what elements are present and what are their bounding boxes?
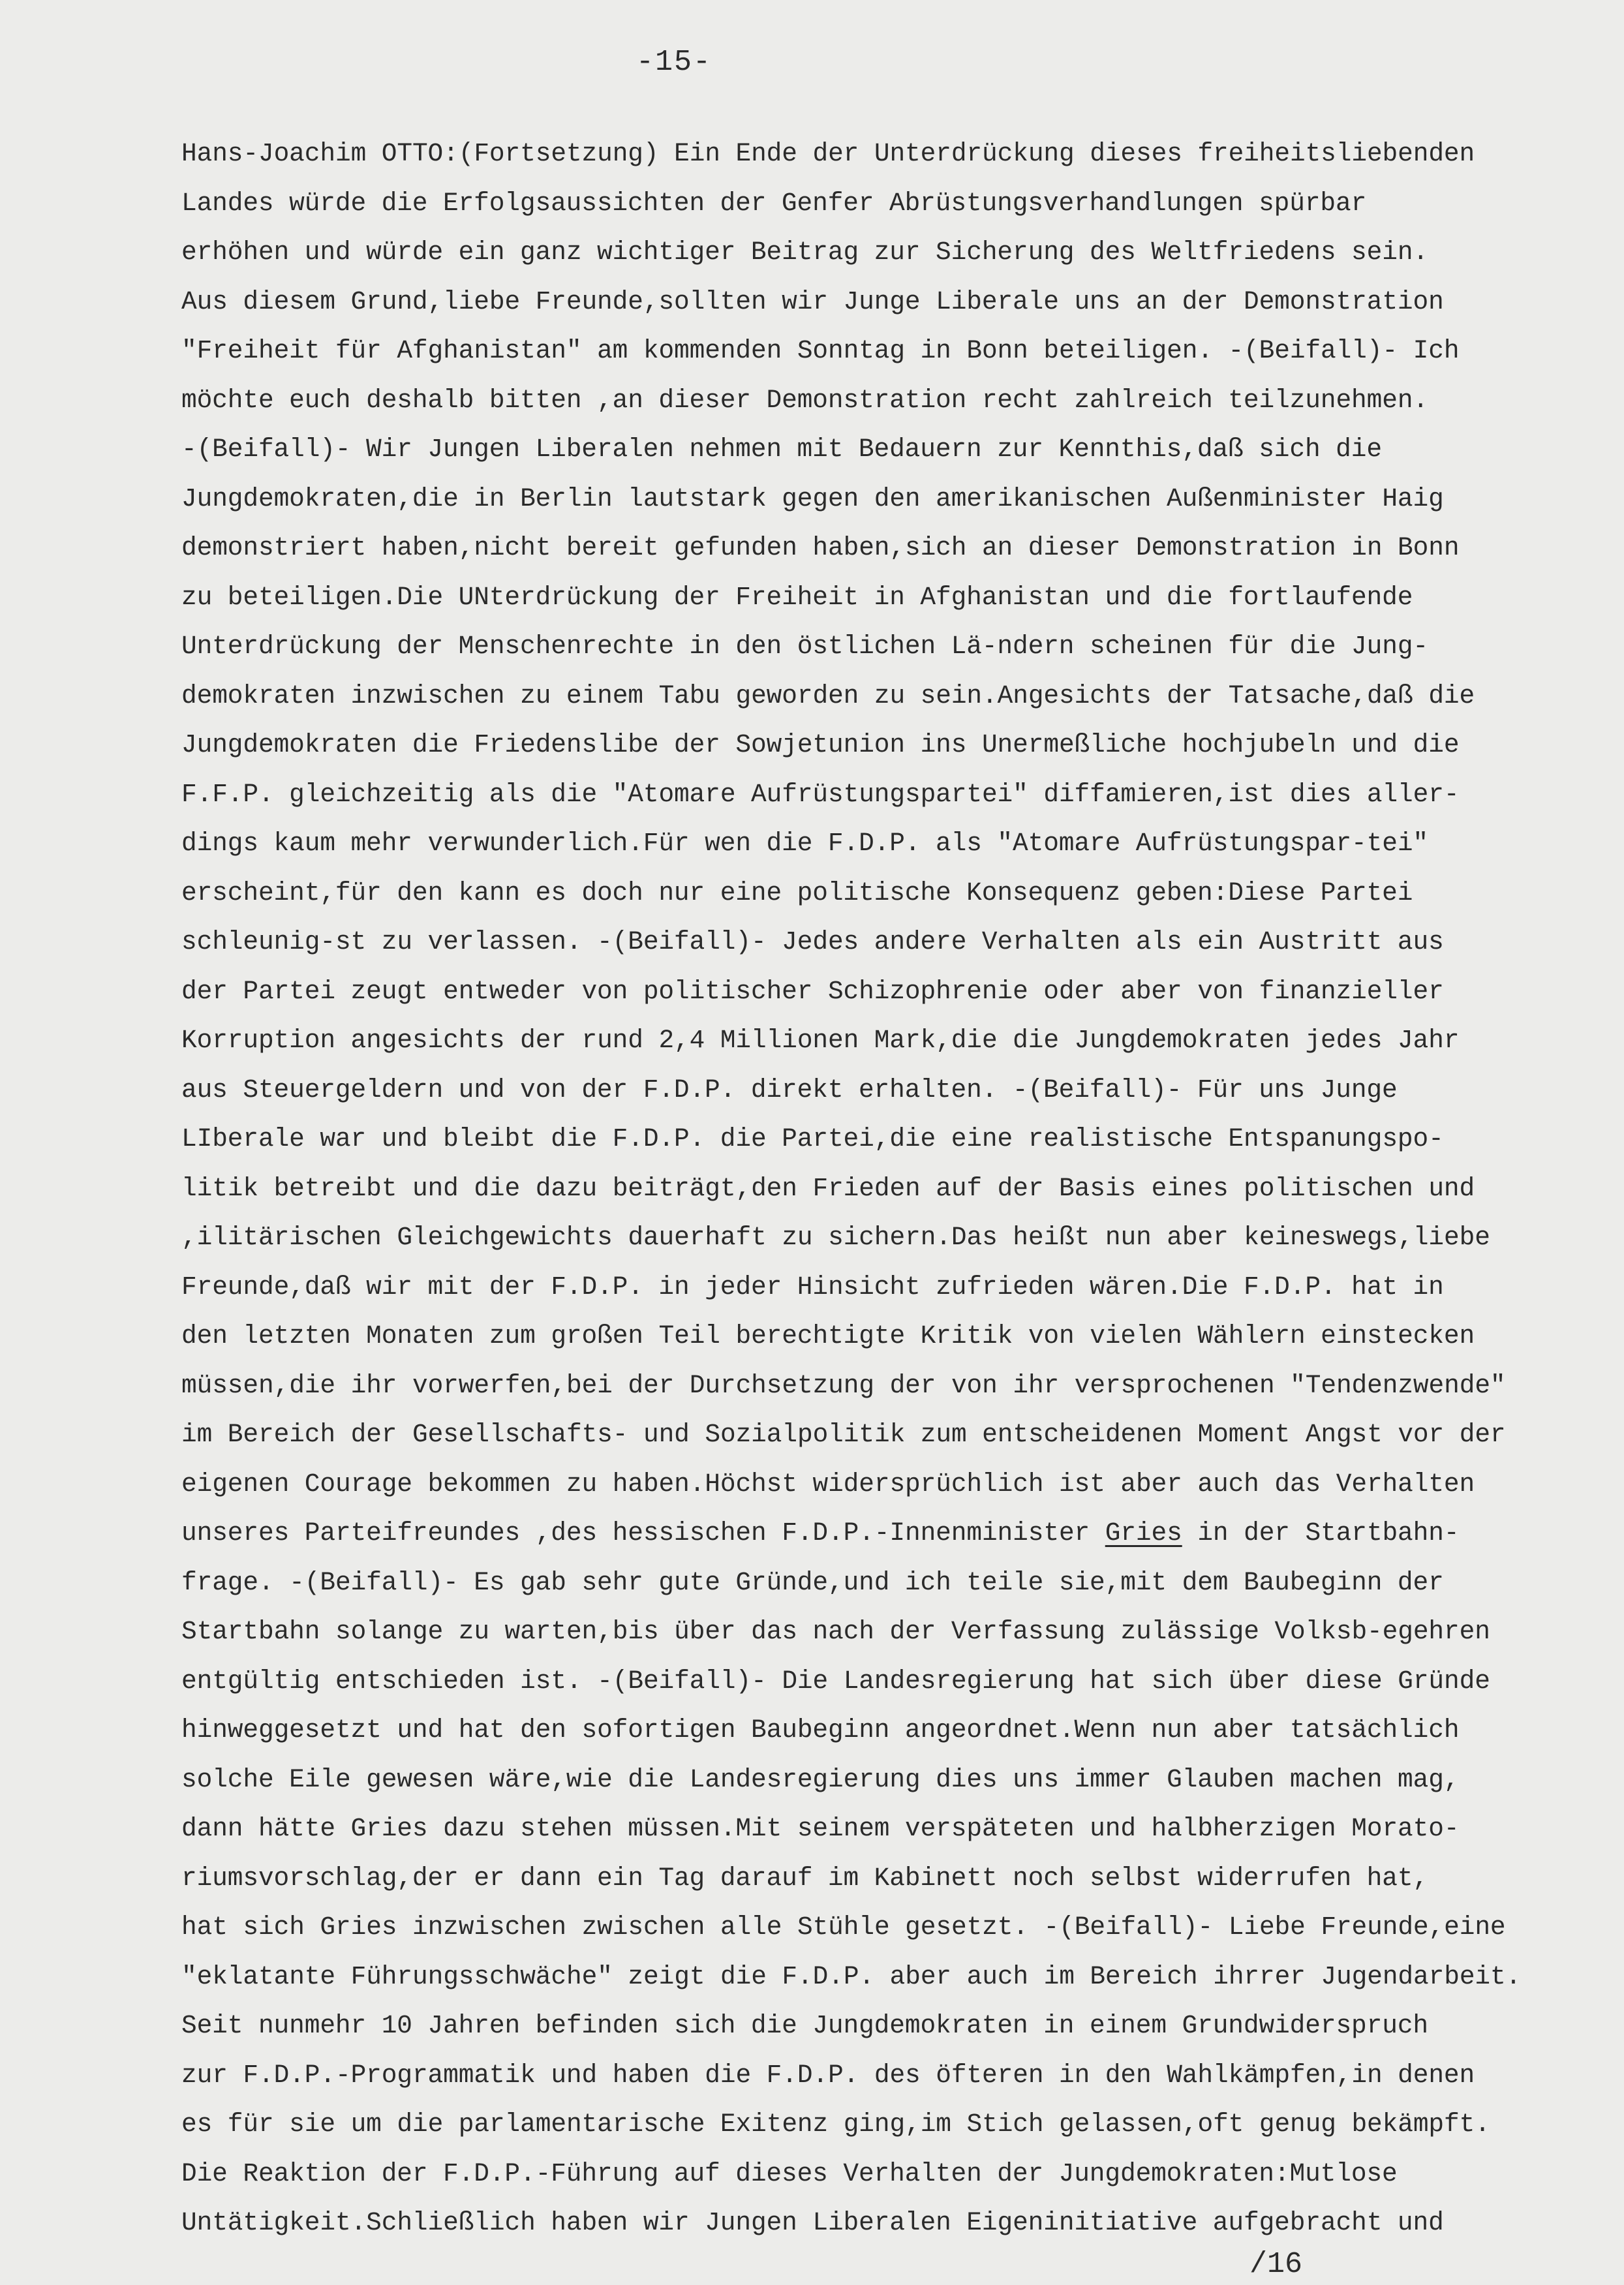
text-line [181, 1114, 1617, 1164]
line-segment: Jungdemokraten,die in Berlin lautstark gegen den amerikanischen Außenminister Haig [181, 483, 1444, 514]
line-segment: Jungdemokraten die Friedenslibe der Sowjetunion ins Unermeßliche hochjubeln und die [181, 730, 1460, 759]
text-line [181, 1361, 1617, 1411]
text-line [181, 868, 1617, 918]
text-line [181, 1706, 1617, 1755]
text-line [181, 671, 1617, 721]
page-number: -15- [636, 46, 712, 79]
line-segment: solche Eile gewesen wäre,wie die Landesregierung dies uns immer Glauben machen mag, [181, 1764, 1460, 1794]
line-segment: im Bereich der Gesellschafts- und Sozialpolitik zum entscheidenen Moment Angst vor der [181, 1420, 1506, 1449]
text-line [181, 573, 1617, 622]
line-segment: Startbahn solange zu warten,bis über das nach der Verfassung zulässige Volksb-egehren [181, 1617, 1490, 1646]
line-segment: möchte euch deshalb bitten ,an dieser Demonstration recht zahlreich teilzunehmen. [181, 385, 1429, 415]
line-segment: ,ilitärischen Gleichgewichts dauerhaft zu sichern.Das heißt nun aber keineswegs,liebe [181, 1223, 1490, 1252]
line-segment: riumsvorschlag,der er dann ein Tag darauf im Kabinett noch selbst widerrufen hat, [181, 1863, 1429, 1893]
line-segment: Landes würde die Erfolgsaussichten der Genfer Abrüstungsverhandlungen spürbar [181, 188, 1367, 218]
line-segment: der Partei zeugt entweder von politischer Schizophrenie oder aber von finanzieller [181, 976, 1444, 1006]
line-segment: dings kaum mehr verwunderlich.Für wen die F.D.P. als "Atomare Aufrüstungspar-tei" [181, 829, 1429, 858]
text-line [181, 1410, 1617, 1460]
line-segment: den letzten Monaten zum großen Teil berechtigte Kritik von vielen Wählern einstecken [181, 1321, 1475, 1351]
line-segment: demokraten inzwischen zu einem Tabu geworden zu sein.Angesichts der Tatsache,daß die [181, 681, 1475, 711]
text-line [181, 720, 1617, 770]
line-segment: dann hätte Gries dazu stehen müssen.Mit seinem verspäteten und halbherzigen Morato- [181, 1814, 1460, 1843]
text-line [181, 1066, 1617, 1115]
text-line [181, 1657, 1617, 1706]
text-line [181, 2001, 1617, 2051]
underlined-name: Gries [1105, 1518, 1182, 1548]
text-line [181, 770, 1617, 820]
line-segment: litik betreibt und die dazu beiträgt,den Frieden auf der Basis eines politischen und [181, 1173, 1475, 1203]
text-line [181, 1804, 1617, 1854]
text-line [181, 523, 1617, 573]
text-line [181, 376, 1617, 425]
line-segment: aus Steuergeldern und von der F.D.P. direkt erhalten. -(Beifall)- Für uns Junge [181, 1075, 1398, 1105]
text-line [181, 228, 1617, 277]
text-line [181, 474, 1617, 524]
line-segment: Seit nunmehr 10 Jahren befinden sich die Jungdemokraten in einem Grundwiderspruch [181, 2011, 1429, 2040]
line-segment: eigenen Courage bekommen zu haben.Höchst widersprüchlich ist aber auch das Verhalten [181, 1469, 1475, 1499]
line-segment: Unterdrückung der Menschenrechte in den östlichen Lä-ndern scheinen für die Jung- [181, 632, 1429, 661]
text-line [181, 277, 1617, 327]
line-segment: hinweggesetzt und hat den sofortigen Baubeginn angeordnet.Wenn nun aber tatsächlich [181, 1715, 1460, 1745]
text-line [181, 1755, 1617, 1805]
line-segment: Aus diesem Grund,liebe Freunde,sollten wir Junge Liberale uns an der Demonstration [181, 286, 1444, 316]
text-line [181, 819, 1617, 868]
line-segment: zu beteiligen.Die UNterdrückung der Freiheit in Afghanistan und die fortlaufende [181, 582, 1413, 612]
text-line [181, 967, 1617, 1017]
line-segment: unseres Parteifreundes ,des hessischen F.D.P.-Innenminister [181, 1518, 1105, 1548]
text-line [181, 179, 1617, 228]
line-segment: erscheint,für den kann es doch nur eine politische Konsequenz geben:Diese Partei [181, 878, 1413, 908]
text-line [181, 1016, 1617, 1066]
text-line [181, 1903, 1617, 1952]
text-line [181, 1854, 1617, 1903]
text-line [181, 1311, 1617, 1361]
line-segment: in der Startbahn- [1182, 1518, 1460, 1548]
text-line [181, 425, 1617, 474]
line-segment: demonstriert haben,nicht bereit gefunden haben,sich an dieser Demonstration in Bonn [181, 533, 1460, 562]
line-segment: "eklatante Führungsschwäche" zeigt die F.D.P. aber auch im Bereich ihrrer Jugendarbeit. [181, 1961, 1522, 1991]
line-segment: "Freiheit für Afghanistan" am kommenden Sonntag in Bonn beteiligen. -(Beifall)- Ich [181, 336, 1460, 365]
line-segment: frage. -(Beifall)- Es gab sehr gute Gründe,und ich teile sie,mit dem Baubeginn der [181, 1567, 1444, 1597]
line-segment: entgültig entschieden ist. -(Beifall)- Die Landesregierung hat sich über diese Gründe [181, 1666, 1490, 1696]
line-segment: erhöhen und würde ein ganz wichtiger Beitrag zur Sicherung des Weltfriedens sein. [181, 238, 1429, 267]
text-line [181, 2051, 1617, 2100]
line-segment: F.F.P. gleichzeitig als die "Atomare Aufrüstungspartei" diffamieren,ist dies aller- [181, 779, 1460, 809]
text-line [181, 622, 1617, 671]
continuation-marker: /16 [1249, 2248, 1303, 2281]
line-segment: Hans-Joachim OTTO:(Fortsetzung) Ein Ende der Unterdrückung dieses freiheitsliebenden [181, 139, 1475, 168]
text-line [181, 1263, 1617, 1312]
line-segment: Korruption angesichts der rund 2,4 Millionen Mark,die die Jungdemokraten jedes Jahr [181, 1026, 1460, 1055]
text-line [181, 1607, 1617, 1657]
line-segment: LIberale war und bleibt die F.D.P. die Partei,die eine realistische Entspanungspo- [181, 1124, 1444, 1154]
text-line [181, 1952, 1617, 2002]
line-segment: Freunde,daß wir mit der F.D.P. in jeder Hinsicht zufrieden wären.Die F.D.P. hat in [181, 1272, 1444, 1302]
line-segment: hat sich Gries inzwischen zwischen alle Stühle gesetzt. -(Beifall)- Liebe Freunde,eine [181, 1912, 1506, 1942]
text-line [181, 1460, 1617, 1509]
line-segment: zur F.D.P.-Programmatik und haben die F.D.P. des öfteren in den Wahlkämpfen,in denen [181, 2060, 1475, 2090]
line-segment: Die Reaktion der F.D.P.-Führung auf dieses Verhalten der Jungdemokraten:Mutlose [181, 2158, 1398, 2188]
text-line [181, 1558, 1617, 1608]
line-segment: es für sie um die parlamentarische Exitenz ging,im Stich gelassen,oft genug bekämpft. [181, 2109, 1490, 2139]
text-line [181, 1509, 1617, 1558]
text-line [181, 2100, 1617, 2149]
text-line [181, 1213, 1617, 1263]
typed-text-body [181, 129, 1617, 2248]
text-line [181, 2149, 1617, 2199]
line-segment: müssen,die ihr vorwerfen,bei der Durchsetzung der von ihr versprochenen "Tendenzwende" [181, 1370, 1506, 1400]
text-line [181, 917, 1617, 967]
line-segment: schleunig-st zu verlassen. -(Beifall)- Jedes andere Verhalten als ein Austritt aus [181, 927, 1444, 957]
line-segment: -(Beifall)- Wir Jungen Liberalen nehmen mit Bedauern zur Kennthis,daß sich die [181, 435, 1382, 464]
text-line [181, 326, 1617, 376]
text-line [181, 129, 1617, 179]
line-segment: Untätigkeit.Schließlich haben wir Jungen Liberalen Eigeninitiative aufgebracht und [181, 2208, 1444, 2237]
text-line [181, 1164, 1617, 1214]
text-line [181, 2198, 1617, 2248]
